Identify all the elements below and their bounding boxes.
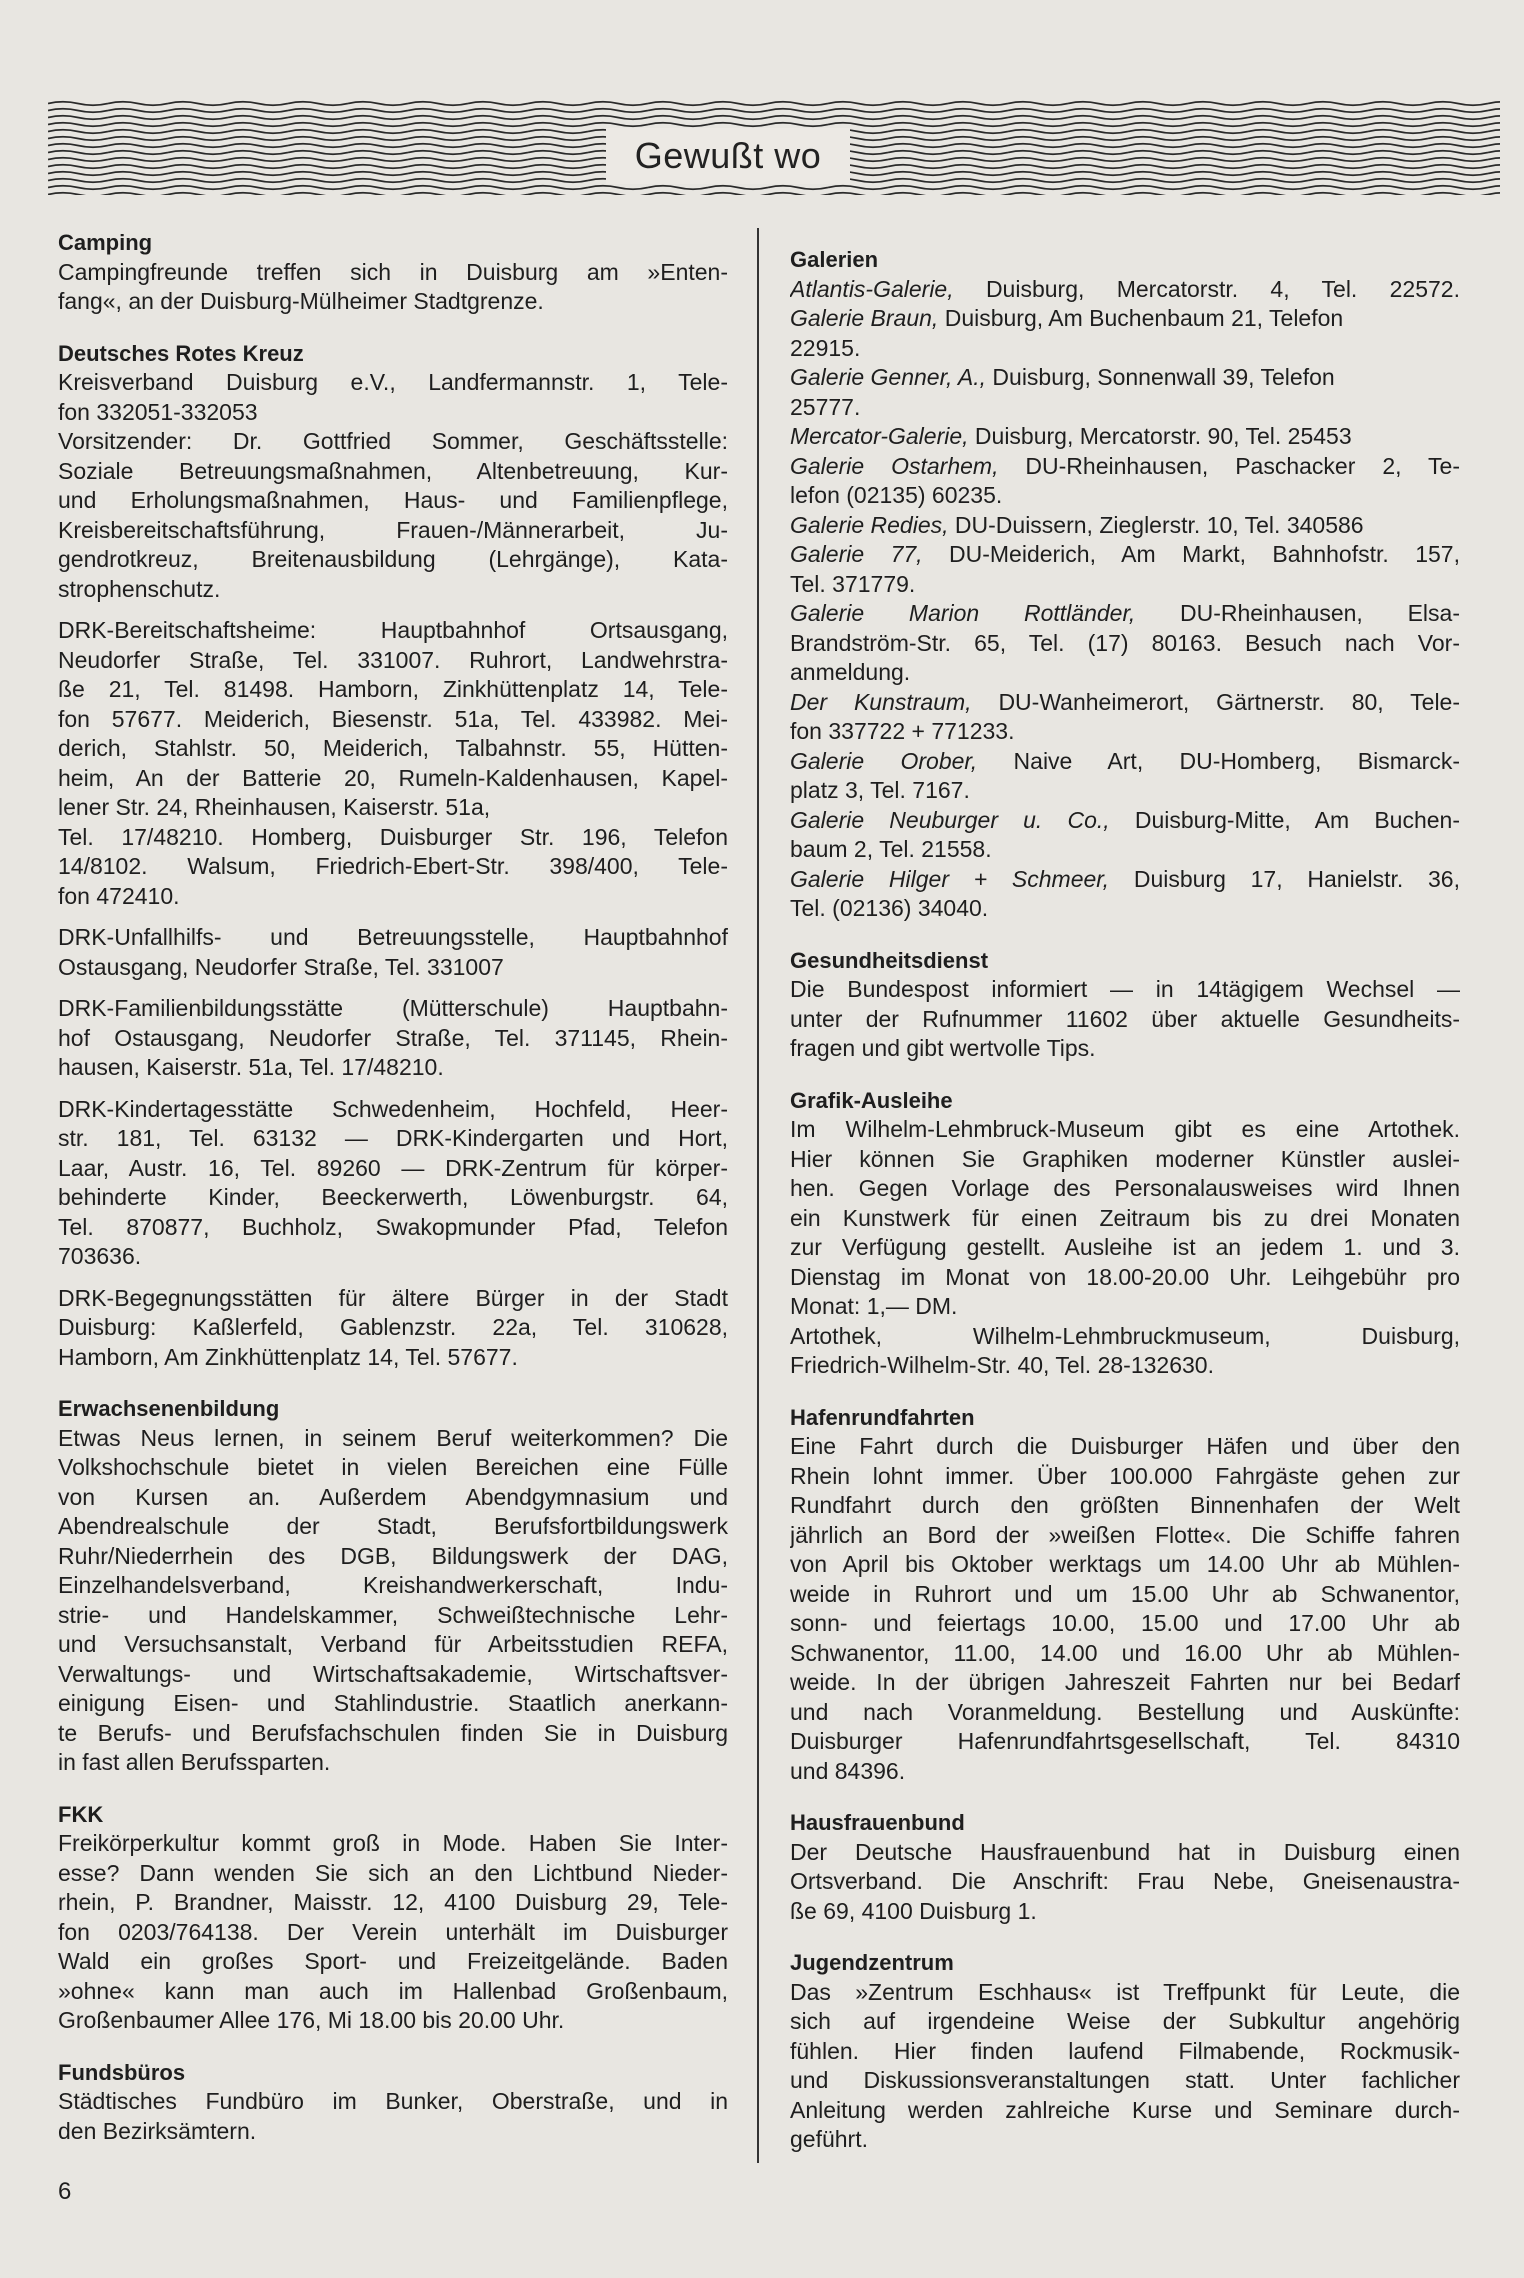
gallery-name: Atlantis-Galerie, (790, 275, 954, 302)
text-line: DRK-Familienbildungsstätte (Mütterschule) Hauptbahn- (58, 995, 728, 1021)
text-line: 22915. (790, 334, 861, 361)
gallery-name: Galerie Hilger + Schmeer, (790, 865, 1110, 892)
paragraph (790, 975, 1460, 1064)
section-hausfrauenbund (790, 1808, 1460, 1926)
text-line: ße 69, 4100 Duisburg 1. (790, 1897, 1037, 1924)
text-line: Artothek, Wilhelm-Lehmbruckmuseum, Duisburg, (790, 1322, 1460, 1349)
text-line: hof Ostausgang, Neudorfer Straße, Tel. 371145, Rhein- (58, 1024, 728, 1051)
page-title: Gewußt wo (634, 135, 822, 176)
text-line: fragen und gibt wertvolle Tips. (790, 1035, 1096, 1061)
paragraph (790, 334, 1460, 364)
gallery-name: Der Kunstraum, (790, 688, 972, 715)
paragraph (58, 994, 728, 1083)
text-line (790, 422, 1460, 452)
text-line: Volkshochschule bietet in vielen Bereichen eine Fülle (58, 1454, 728, 1480)
paragraph (790, 599, 1460, 688)
text-line: Tel. 17/48210. Homberg, Duisburger Str. 196, Telefon (58, 823, 728, 850)
text-line: gendrotkreuz, Breitenausbildung (Lehrgänge), Kata- (58, 546, 728, 572)
text-line: Duisburger Hafenrundfahrtsgesellschaft, Tel. 84310 (790, 1728, 1460, 1754)
text-line: von April bis Oktober werktags um 14.00 Uhr ab Mühlen- (790, 1551, 1460, 1577)
section-heading: Hafenrundfahrten (790, 1404, 975, 1430)
paragraph (790, 540, 1460, 599)
text-line: und nach Voranmeldung. Bestellung und Auskünfte: (790, 1698, 1460, 1725)
text-line: Ruhr/Niederrhein des DGB, Bildungswerk der DAG, (58, 1542, 728, 1569)
section-fkk (58, 1800, 728, 2036)
text-line: unter der Rufnummer 11602 über aktuelle Gesundheits- (790, 1005, 1460, 1032)
gallery-name: Galerie Orober, (790, 747, 978, 774)
text-line: Friedrich-Wilhelm-Str. 40, Tel. 28-132630. (790, 1352, 1214, 1378)
text-line: hausen, Kaiserstr. 51a, Tel. 17/48210. (58, 1054, 444, 1080)
paragraph (58, 1095, 728, 1272)
paragraph (58, 368, 728, 427)
text-line: platz 3, Tel. 7167. (790, 777, 970, 803)
section-heading: Jugendzentrum (790, 1950, 954, 1975)
text-line (790, 747, 1460, 777)
text-line: rhein, P. Brandner, Maisstr. 12, 4100 Duisburg 29, Tele- (58, 1889, 728, 1915)
text-line: ein Kunstwerk für einen Zeitraum bis zu drei Monaten (790, 1204, 1460, 1231)
text-line: Hier können Sie Graphiken moderner Künstler auslei- (790, 1145, 1460, 1172)
section-hafenrundfahrten (790, 1403, 1460, 1787)
gallery-name: Galerie 77, (790, 541, 923, 567)
text-line: zur Verfügung gestellt. Ausleihe ist an jedem 1. und 3. (790, 1234, 1460, 1260)
text-line (790, 806, 1460, 836)
paragraph (58, 1284, 728, 1373)
text-line (790, 452, 1460, 482)
text-line: Duisburg: Kaßlerfeld, Gablenzstr. 22a, Tel. 310628, (58, 1314, 728, 1340)
text-line (790, 363, 1460, 393)
section-erwachsenenbildung (58, 1394, 728, 1778)
text-line: Campingfreunde treffen sich in Duisburg am »Enten- (58, 258, 728, 285)
paragraph (790, 511, 1460, 541)
right-column (790, 245, 1460, 2155)
text-line: lener Str. 24, Rheinhausen, Kaiserstr. 51a, (58, 794, 491, 820)
section-heading: Hausfrauenbund (790, 1810, 965, 1835)
gallery-details: DU-Meiderich, Am Markt, Bahnhofstr. 157, (922, 541, 1460, 567)
page-number: 6 (58, 2178, 72, 2205)
text-line: Monat: 1,— DM. (790, 1293, 958, 1319)
text-line: Anleitung werden zahlreiche Kurse und Seminare durch- (790, 2096, 1460, 2123)
paragraph (790, 363, 1460, 393)
text-line: fang«, an der Duisburg-Mülheimer Stadtgrenze. (58, 288, 544, 314)
text-line: Brandström-Str. 65, Tel. (17) 80163. Besuch nach Vor- (790, 629, 1460, 656)
text-line: Verwaltungs- und Wirtschaftsakademie, Wirtschaftsver- (58, 1660, 728, 1687)
text-line: DRK-Bereitschaftsheime: Hauptbahnhof Ortsausgang, (58, 617, 728, 643)
text-line: Dienstag im Monat von 18.00-20.00 Uhr. Leihgebühr pro (790, 1263, 1460, 1290)
text-line: Rundfahrt durch den größten Binnenhafen der Welt (790, 1492, 1460, 1518)
text-line: Tel. 371779. (790, 570, 916, 597)
text-line: 703636. (58, 1243, 142, 1269)
text-line: 25777. (790, 393, 861, 420)
text-line: »ohne« kann man auch im Hallenbad Großenbaum, (58, 1977, 728, 2004)
text-line: und Versuchsanstalt, Verband für Arbeitsstudien REFA, (58, 1631, 728, 1657)
section-galerien (790, 245, 1460, 924)
text-line: strie- und Handelskammer, Schweißtechnische Lehr- (58, 1601, 728, 1628)
paragraph (58, 616, 728, 823)
paragraph (790, 806, 1460, 865)
text-line: fühlen. Hier finden laufend Filmabende, Rockmusik- (790, 2037, 1460, 2064)
text-line: fon 337722 + 771233. (790, 718, 1015, 744)
text-line: heim, An der Batterie 20, Rumeln-Kaldenhausen, Kapel- (58, 764, 728, 791)
text-line: weide in Ruhrort und um 15.00 Uhr ab Schwanentor, (790, 1580, 1460, 1607)
paragraph (58, 427, 728, 604)
section-heading: Galerien (790, 247, 879, 272)
paragraph (790, 1115, 1460, 1322)
gallery-details: Duisburg, Sonnenwall 39, Telefon (986, 364, 1335, 390)
text-line: Etwas Neus lernen, in seinem Beruf weiterkommen? Die (58, 1424, 728, 1451)
text-line: te Berufs- und Berufsfachschulen finden Sie in Duisburg (58, 1719, 728, 1746)
gallery-name: Galerie Braun, (790, 305, 939, 331)
gallery-details: Duisburg 17, Hanielstr. 36, (1109, 865, 1460, 892)
text-line: esse? Dann wenden Sie sich an den Lichtbund Nieder- (58, 1859, 728, 1886)
text-line: str. 181, Tel. 63132 — DRK-Kindergarten und Hort, (58, 1125, 728, 1151)
text-line: anmeldung. (790, 659, 911, 685)
gallery-name: Galerie Neuburger u. Co., (790, 806, 1110, 833)
text-line (790, 599, 1460, 629)
text-line (790, 304, 1460, 334)
text-line: Schwanentor, 11.00, 14.00 und 16.00 Uhr ab Mühlen- (790, 1639, 1460, 1666)
text-line: Großenbaumer Allee 176, Mi 18.00 bis 20.00 Uhr. (58, 2007, 565, 2033)
gallery-details: Duisburg, Am Buchenbaum 21, Telefon (938, 305, 1344, 331)
text-line: Abendrealschule der Stadt, Berufsfortbildungswerk (58, 1513, 728, 1539)
text-line: ße 21, Tel. 81498. Hamborn, Zinkhüttenplatz 14, Tele- (58, 676, 728, 702)
section-jugendzentrum (790, 1948, 1460, 2155)
text-line: und Erholungsmaßnahmen, Haus- und Familienpflege, (58, 487, 728, 513)
paragraph (58, 923, 728, 982)
gallery-name: Galerie Marion Rottländer, (790, 600, 1136, 626)
paragraph (58, 2087, 728, 2146)
paragraph (790, 275, 1460, 334)
text-line: Tel. (02136) 34040. (790, 895, 989, 921)
gallery-details: DU-Wanheimerort, Gärtnerstr. 80, Tele- (971, 688, 1460, 715)
text-line: Neudorfer Straße, Tel. 331007. Ruhrort, Landwehrstra- (58, 646, 728, 673)
text-line: Der Deutsche Hausfrauenbund hat in Duisburg einen (790, 1838, 1460, 1865)
left-column (58, 228, 728, 2146)
text-line: fon 332051-332053 (58, 398, 258, 425)
column-divider (757, 228, 759, 2163)
text-line: DRK-Begegnungsstätten für ältere Bürger in der Stadt (58, 1284, 728, 1311)
paragraph (58, 823, 728, 912)
gallery-details: Duisburg, Mercatorstr. 4, Tel. 22572. (953, 275, 1460, 302)
section-heading: Camping (58, 230, 153, 255)
text-line: und 84396. (790, 1757, 906, 1784)
section-heading: FKK (58, 1801, 104, 1827)
paragraph (790, 422, 1460, 452)
text-line: strophenschutz. (58, 575, 221, 602)
text-line (790, 540, 1460, 570)
text-line: geführt. (790, 2126, 868, 2152)
section-grafik-ausleihe (790, 1086, 1460, 1381)
text-line: einigung Eisen- und Stahlindustrie. Staatlich anerkann- (58, 1690, 728, 1716)
text-line: Kreisbereitschaftsführung, Frauen-/Männerarbeit, Ju- (58, 516, 728, 543)
text-line: sonn- und feiertags 10.00, 15.00 und 17.00 Uhr ab (790, 1610, 1460, 1636)
text-line: den Bezirksämtern. (58, 2117, 257, 2144)
paragraph (790, 1432, 1460, 1786)
header-title-box (606, 128, 850, 184)
paragraph (58, 258, 728, 317)
section-camping (58, 228, 728, 317)
text-line: DRK-Kindertagesstätte Schwedenheim, Hochfeld, Heer- (58, 1095, 728, 1122)
section-fundsb-ros (58, 2058, 728, 2147)
text-line: fon 472410. (58, 882, 180, 909)
paragraph (790, 1978, 1460, 2155)
text-line: Die Bundespost informiert — in 14tägigem Wechsel — (790, 976, 1460, 1002)
text-line: von Kursen an. Außerdem Abendgymnasium und (58, 1483, 728, 1510)
text-line: Einzelhandelsverband, Kreishandwerkerschaft, Indu- (58, 1572, 728, 1598)
text-line (790, 275, 1460, 305)
gallery-name: Galerie Redies, (790, 511, 949, 538)
gallery-name: Mercator-Galerie, (790, 423, 969, 449)
text-line: Kreisverband Duisburg e.V., Landfermannstr. 1, Tele- (58, 369, 728, 395)
gallery-details: DU-Duissern, Zieglerstr. 10, Tel. 340586 (948, 511, 1364, 538)
text-line: Laar, Austr. 16, Tel. 89260 — DRK-Zentrum für körper- (58, 1154, 728, 1181)
text-line: fon 0203/764138. Der Verein unterhält im Duisburger (58, 1918, 728, 1945)
gallery-details: DU-Rheinhausen, Elsa- (1135, 600, 1460, 626)
paragraph (790, 865, 1460, 924)
text-line: Hamborn, Am Zinkhüttenplatz 14, Tel. 57677. (58, 1343, 518, 1370)
gallery-details: DU-Rheinhausen, Paschacker 2, Te- (998, 452, 1460, 479)
text-line (790, 865, 1460, 895)
gallery-details: Naive Art, DU-Homberg, Bismarck- (977, 747, 1460, 774)
gallery-name: Galerie Ostarhem, (790, 452, 999, 479)
text-line: hen. Gegen Vorlage des Personalausweises wird Ihnen (790, 1175, 1460, 1201)
text-line: und Diskussionsveranstaltungen statt. Unter fachlicher (790, 2067, 1460, 2093)
paragraph (790, 393, 1460, 423)
gallery-name: Galerie Genner, A., (790, 364, 987, 390)
text-line: baum 2, Tel. 21558. (790, 836, 992, 862)
text-line: Wald ein großes Sport- und Freizeitgelände. Baden (58, 1948, 728, 1974)
text-line: Städtisches Fundbüro im Bunker, Oberstraße, und in (58, 2088, 728, 2114)
section-heading: Grafik-Ausleihe (790, 1087, 953, 1113)
text-line: Vorsitzender: Dr. Gottfried Sommer, Geschäftsstelle: (58, 428, 728, 454)
paragraph (58, 1424, 728, 1778)
text-line: Im Wilhelm-Lehmbruck-Museum gibt es eine Artothek. (790, 1116, 1460, 1142)
text-line: sich auf irgendeine Weise der Subkultur angehörig (790, 2008, 1460, 2034)
paragraph (790, 1838, 1460, 1927)
paragraph (790, 1322, 1460, 1381)
text-line: Soziale Betreuungsmaßnahmen, Altenbetreuung, Kur- (58, 457, 728, 484)
gallery-details: Duisburg, Mercatorstr. 90, Tel. 25453 (968, 423, 1352, 449)
text-line: DRK-Unfallhilfs- und Betreuungsstelle, Hauptbahnhof (58, 924, 728, 950)
text-line: in fast allen Berufssparten. (58, 1749, 331, 1775)
section-deutsches-rotes-kreuz (58, 339, 728, 1373)
text-line: Ostausgang, Neudorfer Straße, Tel. 331007 (58, 953, 504, 980)
text-line: behinderte Kinder, Beeckerwerth, Löwenburgstr. 64, (58, 1184, 728, 1210)
paragraph (58, 1829, 728, 2036)
section-heading: Erwachsenenbildung (58, 1396, 280, 1421)
text-line (790, 688, 1460, 718)
text-line: Tel. 870877, Buchholz, Swakopmunder Pfad, Telefon (58, 1213, 728, 1240)
section-gesundheitsdienst (790, 946, 1460, 1064)
text-line: Ortsverband. Die Anschrift: Frau Nebe, Gneisenaustra- (790, 1868, 1460, 1894)
gallery-details: Duisburg-Mitte, Am Buchen- (1109, 806, 1460, 833)
text-line: weide. In der übrigen Jahreszeit Fahrten nur bei Bedarf (790, 1669, 1460, 1695)
section-heading: Gesundheitsdienst (790, 947, 989, 973)
text-line: Das »Zentrum Eschhaus« ist Treffpunkt für Leute, die (790, 1978, 1460, 2005)
paragraph (790, 688, 1460, 747)
text-line: fon 57677. Meiderich, Biesenstr. 51a, Tel. 433982. Mei- (58, 705, 728, 732)
text-line: lefon (02135) 60235. (790, 482, 1003, 508)
text-line: jährlich an Bord der »weißen Flotte«. Die Schiffe fahren (790, 1521, 1460, 1548)
paragraph (790, 452, 1460, 511)
section-heading: Deutsches Rotes Kreuz (58, 340, 304, 366)
paragraph (790, 747, 1460, 806)
text-line: derich, Stahlstr. 50, Meiderich, Talbahnstr. 55, Hütten- (58, 735, 728, 761)
section-heading: Fundsbüros (58, 2059, 186, 2085)
text-line (790, 511, 1460, 541)
text-line: Rhein lohnt immer. Über 100.000 Fahrgäste gehen zur (790, 1462, 1460, 1489)
text-line: Eine Fahrt durch die Duisburger Häfen und über den (790, 1433, 1460, 1459)
text-line: Freikörperkultur kommt groß in Mode. Haben Sie Inter- (58, 1830, 728, 1856)
text-line: 14/8102. Walsum, Friedrich-Ebert-Str. 398/400, Tele- (58, 853, 728, 879)
